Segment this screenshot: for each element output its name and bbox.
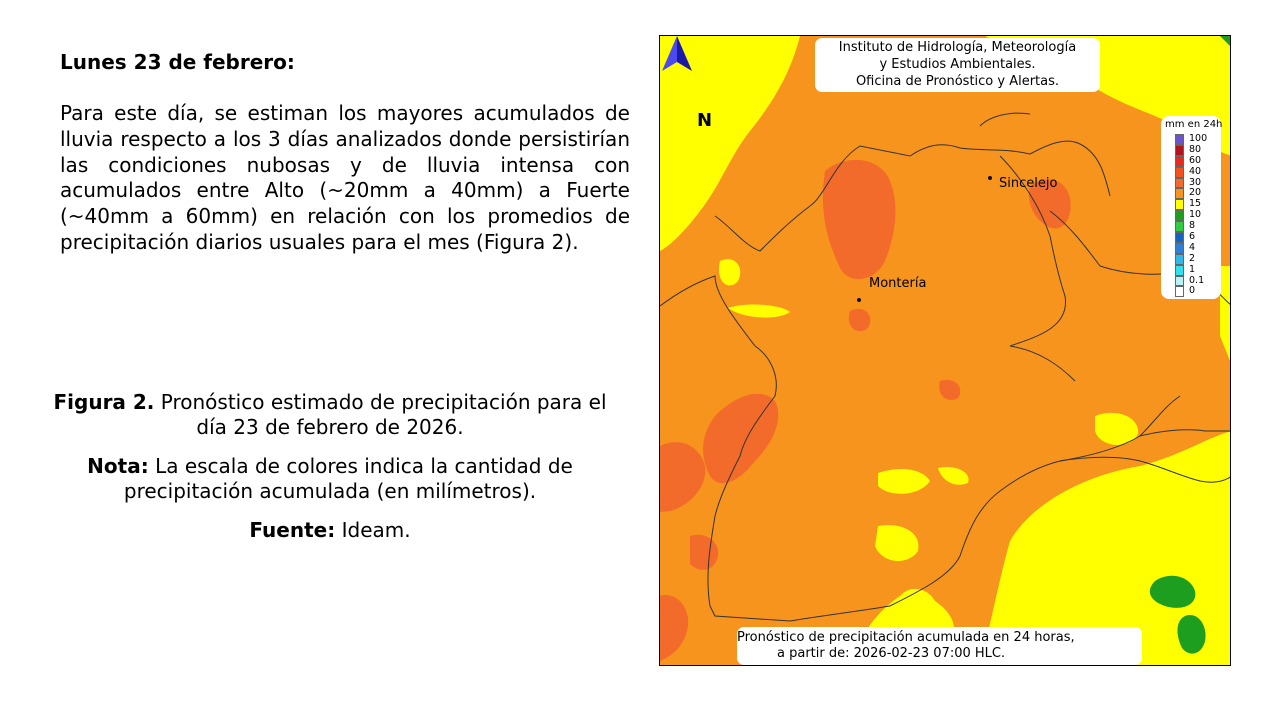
- legend-label: 15: [1189, 198, 1202, 210]
- legend-swatch: [1175, 276, 1184, 287]
- forecast-line-1: Pronóstico de precipitación acumulada en 24 horas,: [737, 630, 1075, 645]
- note-caption: [40, 454, 620, 504]
- forecast-line-2: a partir de: 2026-02-23 07:00 HLC.: [777, 646, 1006, 661]
- legend-swatch: [1175, 232, 1184, 243]
- legend-swatch: [1175, 221, 1184, 232]
- source-text: Ideam.: [341, 518, 411, 542]
- legend-label: 8: [1189, 220, 1196, 232]
- legend-label: 0: [1189, 285, 1196, 297]
- map-fields: [660, 36, 1231, 666]
- legend-swatch: [1175, 286, 1184, 297]
- note-text: La escala de colores indica la cantidad de precipitación acumulada (en milímetros).: [123, 454, 573, 503]
- legend-label: 30: [1189, 176, 1202, 188]
- city-label-monteria: Montería: [869, 276, 927, 291]
- figure-caption: [40, 390, 620, 440]
- legend-swatch: [1175, 210, 1184, 221]
- legend-label: 0.1: [1189, 274, 1205, 286]
- forecast-caption-box: [737, 627, 1142, 665]
- legend-swatch: [1175, 178, 1184, 189]
- legend-label: 60: [1189, 154, 1202, 166]
- legend-swatch: [1175, 156, 1184, 167]
- legend-swatch: [1175, 188, 1184, 199]
- legend-label: 80: [1189, 143, 1202, 155]
- slide-heading: Lunes 23 de febrero:: [60, 50, 295, 74]
- legend-swatch: [1175, 254, 1184, 265]
- source-label: Fuente:: [249, 518, 336, 542]
- precipitation-map: [659, 35, 1231, 666]
- legend-label: 1: [1189, 263, 1196, 275]
- institute-credit: [815, 38, 1100, 92]
- legend-swatch: [1175, 145, 1184, 156]
- legend-swatch: [1175, 243, 1184, 254]
- legend-label: 100: [1189, 133, 1208, 144]
- legend-swatch: [1175, 199, 1184, 210]
- institute-line: y Estudios Ambientales.: [879, 57, 1036, 72]
- institute-line: Oficina de Pronóstico y Alertas.: [855, 74, 1060, 89]
- body-paragraph: Para este día, se estiman los mayores acumulados de lluvia respecto a los 3 días analizados donde persistirían las condiciones nubosas y de lluvia intensa con acumulados entre Alto (~20mm a 40mm) a Fuerte (~40mm a 60mm) en relación con los promedios de precipitación diarios usuales para el mes (Figura 2).: [60, 101, 630, 254]
- north-arrow-icon: [660, 36, 694, 96]
- note-label: Nota:: [87, 454, 149, 478]
- legend-swatch: [1175, 134, 1184, 145]
- legend-label: 4: [1189, 241, 1196, 253]
- source-caption: [40, 518, 620, 543]
- legend-label: 2: [1189, 252, 1196, 264]
- legend-label: 6: [1189, 231, 1196, 243]
- institute-line: Instituto de Hidrología, Meteorología: [838, 40, 1077, 55]
- legend-label: 10: [1189, 209, 1202, 221]
- city-marker-monteria: [857, 298, 861, 302]
- legend-swatch: [1175, 265, 1184, 276]
- north-label: N: [697, 110, 713, 131]
- legend-label: 40: [1189, 165, 1202, 177]
- legend-label: 20: [1189, 187, 1202, 199]
- legend-swatch: [1175, 167, 1184, 178]
- figure-caption-text: Pronóstico estimado de precipitación para el día 23 de febrero de 2026.: [160, 390, 607, 439]
- legend-title: mm en 24h: [1165, 119, 1223, 130]
- city-marker-sincelejo: [988, 176, 992, 180]
- city-label-sincelejo: Sincelejo: [999, 176, 1058, 191]
- precipitation-legend: [1161, 116, 1221, 299]
- figure-label: Figura 2.: [53, 390, 155, 414]
